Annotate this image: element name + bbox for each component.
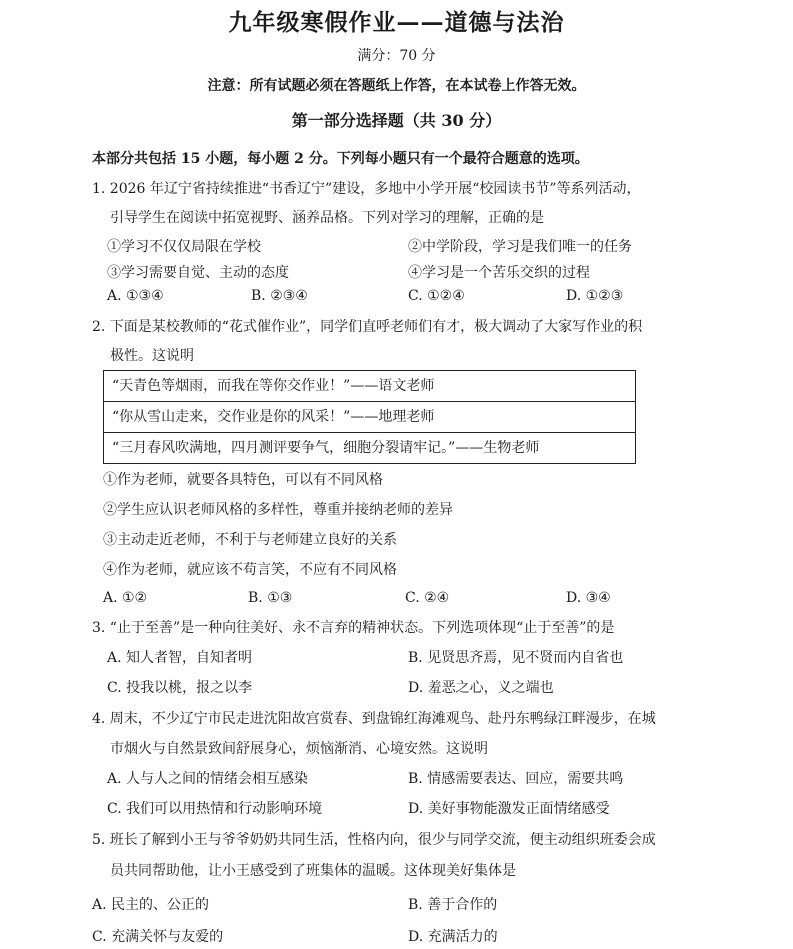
q4-option-b: B. 情感需要表达、回应，需要共鸣 — [408, 771, 624, 787]
q1-statement-3: ③学习需要自觉、主动的态度 — [107, 265, 289, 281]
question-5-line-1: 5. 班长了解到小王与爷爷奶奶共同生活，性格内向，很少与同学交流，便主动组织班委会成 — [92, 832, 656, 848]
question-1-line-2: 引导学生在阅读中拓宽视野、涵养品格。下列对学习的理解，正确的是 — [110, 210, 544, 226]
q1-statement-2: ②中学阶段，学习是我们唯一的任务 — [408, 239, 632, 255]
q2-statement-3: ③主动走近老师，不利于与老师建立良好的关系 — [103, 532, 397, 548]
q3-option-b: B. 见贤思齐焉，见不贤而内自省也 — [408, 650, 624, 666]
q2-option-b: B. ①③ — [248, 590, 293, 606]
question-5-line-2: 员共同帮助他，让小王感受到了班集体的温暖。这体现美好集体是 — [110, 863, 516, 879]
q3-option-a: A. 知人者智，自知者明 — [107, 650, 253, 666]
notice-text: 所有试题必须在答题纸上作答，在本试卷上作答无效。 — [249, 78, 586, 94]
q2-option-c: C. ②④ — [405, 590, 450, 606]
q1-statement-1: ①学习不仅仅局限在学校 — [107, 239, 261, 255]
q2-option-a: A. ①② — [103, 590, 148, 606]
q1-option-c: C. ①②④ — [408, 288, 465, 304]
q3-option-d: D. 羞恶之心，义之端也 — [408, 680, 554, 696]
question-4-line-1: 4. 周末，不少辽宁市民走进沈阳故宫赏春、到盘锦红海滩观鸟、赴丹东鸭绿江畔漫步，在城 — [92, 711, 656, 727]
q1-option-a: A. ①③④ — [107, 288, 164, 304]
notice — [0, 75, 793, 95]
q1-option-d: D. ①②③ — [566, 288, 624, 304]
quote-row: “三月春风吹满地，四月测评要争气，细胞分裂请牢记。”——生物老师 — [112, 440, 540, 456]
question-2-line-2: 极性。这说明 — [110, 348, 194, 364]
question-4-line-2: 市烟火与自然景致间舒展身心，烦恼渐消、心境安然。这说明 — [110, 741, 488, 757]
page-title: 九年级寒假作业——道德与法治 — [228, 9, 565, 36]
q1-option-b: B. ②③④ — [251, 288, 308, 304]
q2-statement-4: ④作为老师，就应该不苟言笑，不应有不同风格 — [103, 562, 397, 578]
q5-option-a: A. 民主的、公正的 — [92, 897, 210, 913]
q4-option-c: C. 我们可以用热情和行动影响环境 — [107, 801, 323, 817]
q1-statement-4: ④学习是一个苦乐交织的过程 — [408, 265, 590, 281]
q2-option-d: D. ③④ — [566, 590, 611, 606]
q3-option-c: C. 投我以桃，报之以李 — [107, 680, 253, 696]
q5-option-b: B. 善于合作的 — [408, 897, 498, 913]
question-3-line-1: 3. “止于至善”是一种向往美好、永不言弃的精神状态。下列选项体现“止于至善”的是 — [92, 620, 615, 636]
part-instruction: 本部分共包括 15 小题，每小题 2 分。下列每小题只有一个最符合题意的选项。 — [92, 151, 589, 167]
quote-box — [103, 370, 636, 464]
part-heading: 第一部分选择题（共 30 分） — [291, 111, 502, 130]
q2-statement-1: ①作为老师，就要各具特色，可以有不同风格 — [103, 472, 383, 488]
question-2-line-1: 2. 下面是某校教师的“花式催作业”，同学们直呼老师们有才，极大调动了大家写作业的积 — [92, 319, 643, 335]
q2-statement-2: ②学生应认识老师风格的多样性，尊重并接纳老师的差异 — [103, 502, 453, 518]
q5-option-c: C. 充满关怀与友爱的 — [92, 929, 224, 945]
full-score: 满分：70 分 — [357, 48, 436, 64]
question-1-line-1: 1. 2026 年辽宁省持续推进“书香辽宁”建设，多地中小学开展“校园读书节”等系列活动， — [92, 181, 641, 197]
notice-label: 注意： — [207, 78, 250, 94]
q4-option-d: D. 美好事物能激发正面情绪感受 — [408, 801, 610, 817]
quote-row: “你从雪山走来，交作业是你的风采！”——地理老师 — [104, 402, 635, 433]
q4-option-a: A. 人与人之间的情绪会相互感染 — [107, 771, 309, 787]
q5-option-d: D. 充满活力的 — [408, 929, 498, 945]
quote-row: “天青色等烟雨，而我在等你交作业！”——语文老师 — [104, 371, 635, 402]
